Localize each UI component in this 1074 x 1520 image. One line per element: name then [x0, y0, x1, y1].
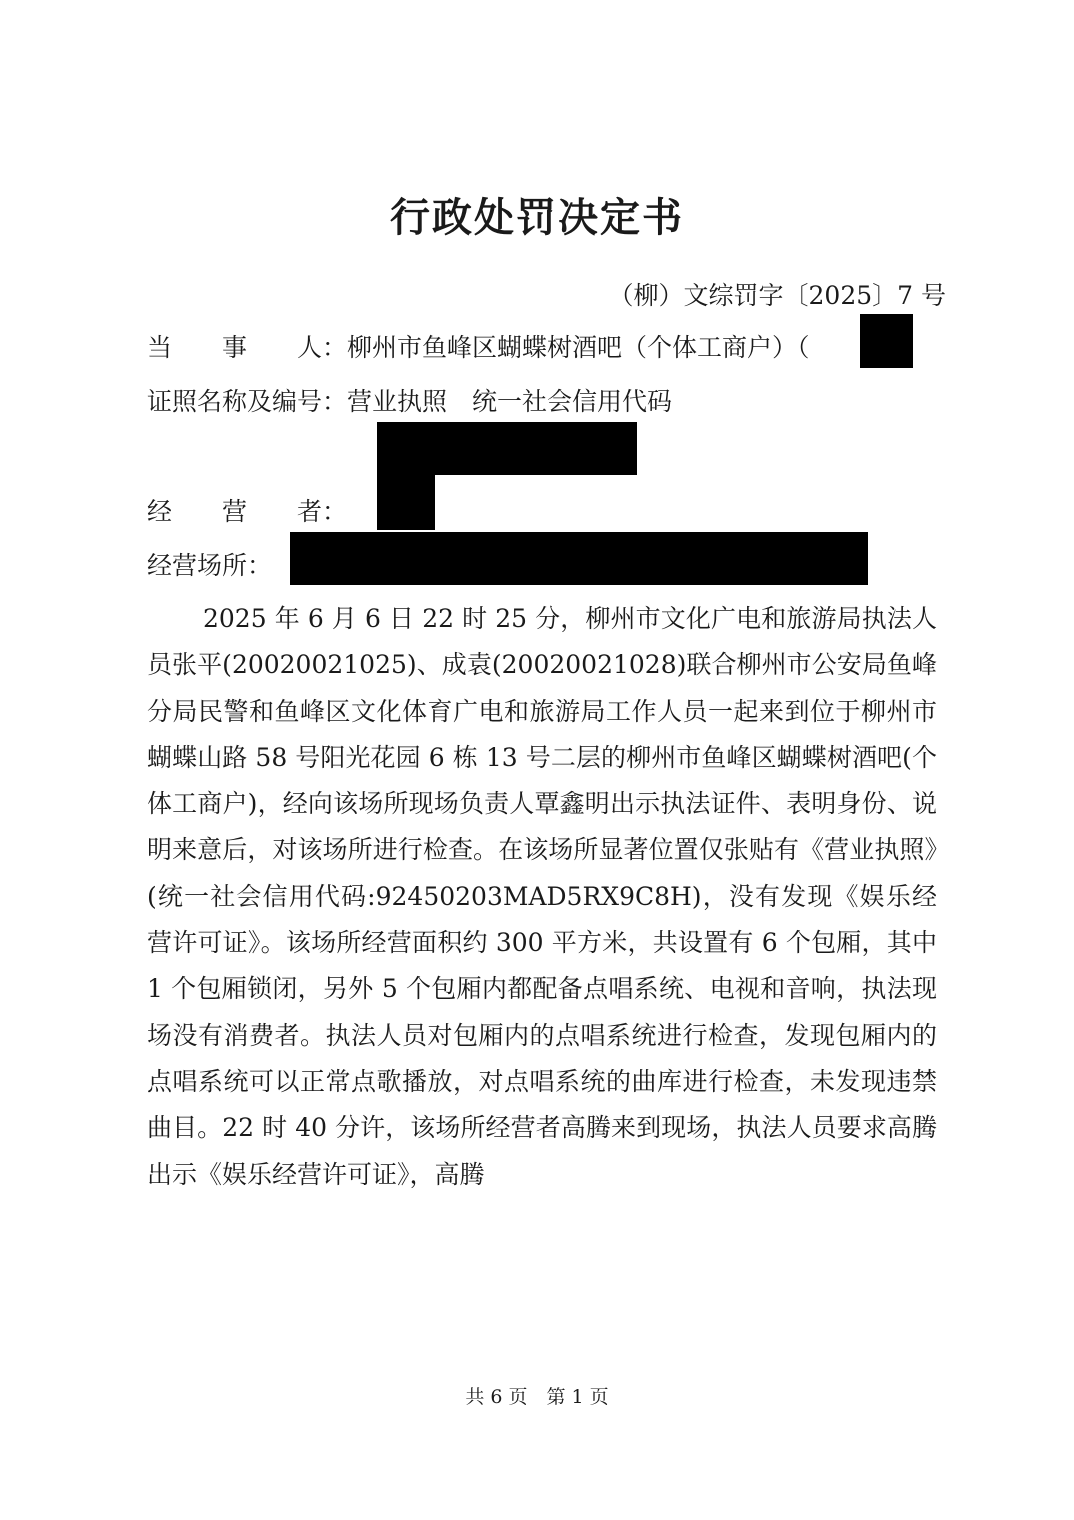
- redaction-operator-name: [377, 475, 435, 530]
- redaction-party-id: [860, 314, 913, 368]
- operator-label: 经 营 者：: [147, 497, 348, 526]
- document-number: （柳）文综罚字〔2025〕7 号: [608, 281, 946, 310]
- body-paragraph: 2025 年 6 月 6 日 22 时 25 分，柳州市文化广电和旅游局执法人员张平(20020021025)、成袁(20020021028)联合柳州市公安局鱼峰分局民警和鱼峰区文化体育广电和旅游局工作人员一起来到位于柳州市蝴蝶山路 58 号阳光花园 6 栋 13 号二层的柳州市鱼峰区蝴蝶树酒吧(个体工商户)，经向该场所现场负责人覃鑫明出示执法证件、表明身份、说明来意后，对该场所进行检查。在该场所显著位置仅张贴有《营业执照》(统一社会信用代码:92450203MAD5RX9C8H)，没有发现《娱乐经营许可证》。该场所经营面积约 300 平方米，共设置有 6 个包厢，其中 1 个包厢锁闭，另外 5 个包厢内都配备点唱系统、电视和音响，执法现场没有消费者。执法人员对包厢内的点唱系统进行检查，发现包厢内的点唱系统可以正常点歌播放，对点唱系统的曲库进行检查，未发现违禁曲目。22 时 40 分许，该场所经营者高腾来到现场，执法人员要求高腾出示《娱乐经营许可证》，高腾: [147, 604, 937, 1189]
- redaction-credit-code: [377, 422, 637, 475]
- license-value: 营业执照 统一社会信用代码: [347, 387, 673, 416]
- party-label: 当 事 人：: [147, 333, 348, 362]
- license-label: 证照名称及编号：: [147, 387, 348, 416]
- party-row: [147, 328, 887, 368]
- redaction-premises-address: [290, 532, 868, 585]
- premises-label: 经营场所：: [147, 551, 273, 580]
- party-value: 柳州市鱼峰区蝴蝶树酒吧（个体工商户）（: [347, 333, 810, 362]
- document-title: 行政处罚决定书: [390, 194, 684, 241]
- premises-row: [147, 546, 272, 586]
- page-footer: 共 6 页 第 1 页: [465, 1386, 609, 1408]
- license-row: [147, 382, 672, 422]
- operator-row: [147, 492, 347, 532]
